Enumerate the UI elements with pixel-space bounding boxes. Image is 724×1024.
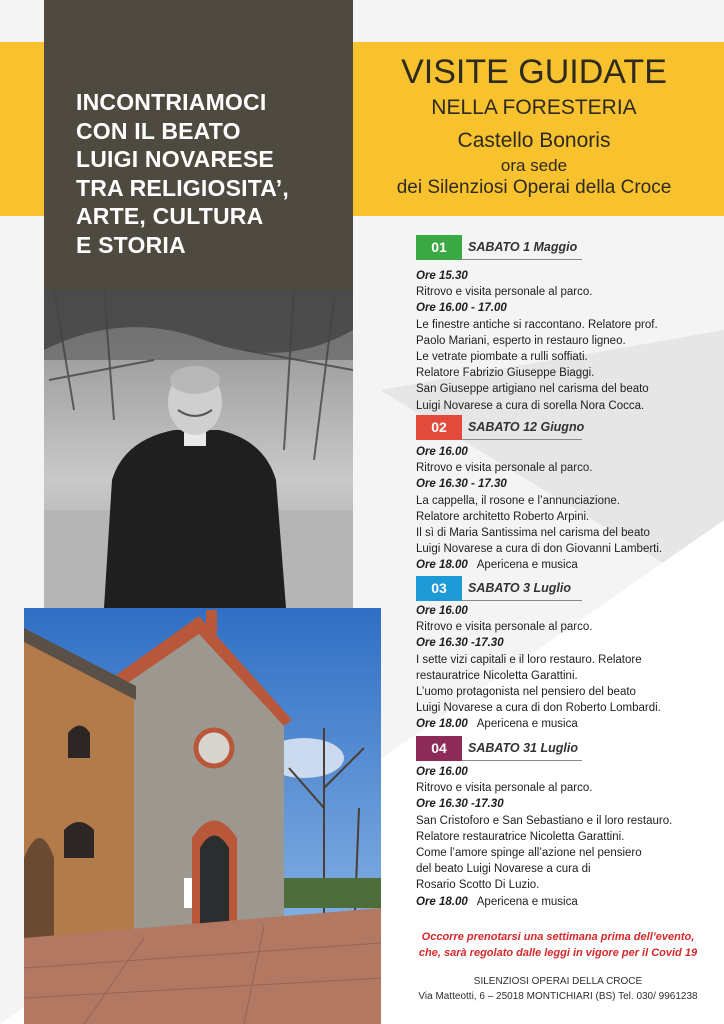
event-number-badge: 01: [416, 235, 462, 260]
church-photo: [24, 608, 381, 1024]
divider: [462, 600, 582, 601]
title-block: [356, 52, 712, 200]
event-details: Ore 16.00 Ritrovo e visita personale al parco. Ore 16.30 -17.30 I sette vizi capitali e il loro restauro. Relatore restauratrice Nicoletta Garattini. L’uomo protagonista nel pensiero del beato Luigi Novarese a cura di don Roberto Lombardi. Ore 18.00 Apericena e musica: [416, 605, 661, 731]
event-details: Ore 15.30 Ritrovo e visita personale al parco. Ore 16.00 - 17.00 Le finestre antiche si raccontano. Relatore prof. Paolo Mariani, esperto in restauro ligneo. Le vetrate piombate a rulli soffiati. Relatore Fabrizio Giuseppe Biaggi. San Giuseppe artigiano nel carisma del beato Luigi Novarese a cura di sorella Nora Cocca.: [416, 270, 658, 412]
title-org: dei Silenziosi Operai della Croce: [396, 177, 672, 198]
event-header: [416, 235, 582, 260]
event-header: [416, 736, 582, 761]
divider: [462, 760, 582, 761]
event-date: SABATO 3 Luglio: [468, 581, 572, 595]
event-number-badge: 03: [416, 576, 462, 601]
event-header: [416, 576, 582, 601]
headline: INCONTRIAMOCI CON IL BEATO LUIGI NOVARESE TRA RELIGIOSITA’, ARTE, CULTURA E STORIA: [76, 89, 289, 258]
event-date: SABATO 1 Maggio: [468, 240, 578, 254]
title-note: ora sede: [500, 156, 568, 175]
event-number-badge: 02: [416, 415, 462, 440]
divider: [462, 439, 582, 440]
footer-contact: SILENZIOSI OPERAI DELLA CROCE Via Matteotti, 6 – 25018 MONTICHIARI (BS) Tel. 030/ 9961238: [418, 976, 698, 1002]
priest-photo: [44, 290, 353, 608]
title-sub: NELLA FORESTERIA: [431, 96, 637, 119]
title-place: Castello Bonoris: [457, 129, 611, 152]
title-main: VISITE GUIDATE: [401, 53, 667, 91]
event-number-badge: 04: [416, 736, 462, 761]
divider: [462, 259, 582, 260]
event-date: SABATO 12 Giugno: [468, 420, 585, 434]
event-details: Ore 16.00 Ritrovo e visita personale al parco. Ore 16.30 - 17.30 La cappella, il rosone e l’annunciazione. Relatore architetto Roberto Arpini. Il sì di Maria Santissima nel carisma del beato Luigi Novarese a cura di don Giovanni Lamberti. Ore 18.00 Apericena e musica: [416, 446, 663, 572]
event-details: Ore 16.00 Ritrovo e visita personale al parco. Ore 16.30 -17.30 San Cristoforo e San Sebastiano e il loro restauro. Relatore restauratrice Nicoletta Garattini. Come l’amore spinge all’azione nel pensiero del beato Luigi Novarese a cura di Rosario Scotto Di Luzio. Ore 18.00 Apericena e musica: [416, 766, 673, 908]
booking-note: Occorre prenotarsi una settimana prima dell’evento, che, sarà regolato dalle leggi in vigore per il Covid 19: [418, 931, 698, 959]
event-header: [416, 415, 585, 440]
event-date: SABATO 31 Luglio: [468, 741, 578, 755]
